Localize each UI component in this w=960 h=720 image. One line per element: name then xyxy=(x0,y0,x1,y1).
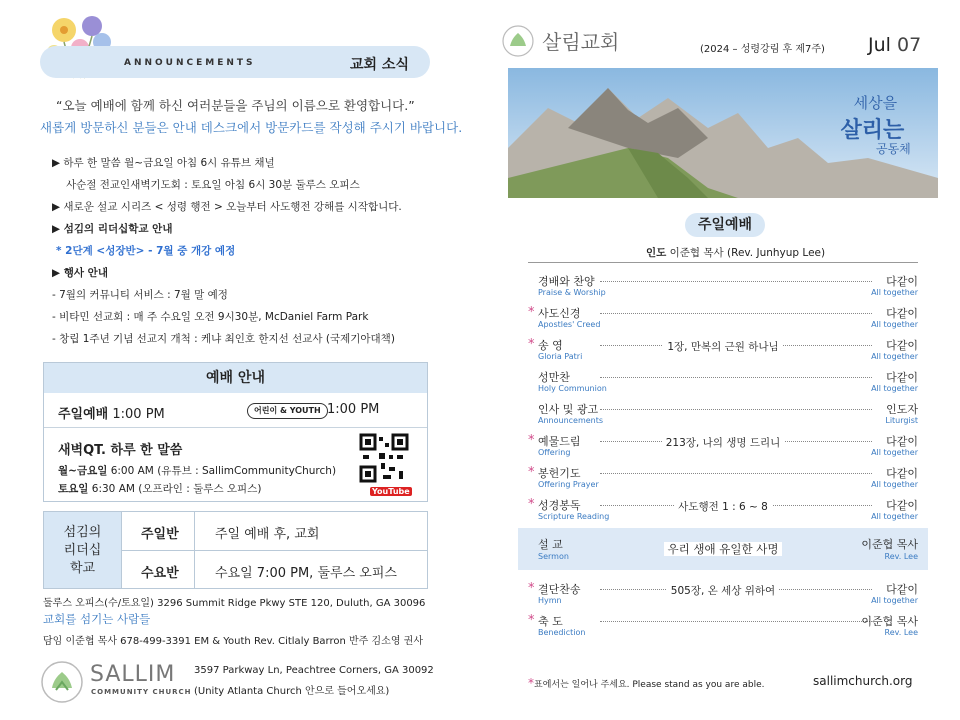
star-icon: * xyxy=(528,433,535,448)
order-item-leader: 다같이 xyxy=(886,371,918,384)
star-icon: * xyxy=(528,465,535,480)
list-item: - 비타민 선교회 : 매 주 수요일 오전 9시30분, McDaniel Farm Park xyxy=(52,311,369,323)
order-item-title-en: Announcements xyxy=(538,416,604,425)
slogan-line: 살리는 xyxy=(840,117,905,143)
leader-label: 인도 xyxy=(646,247,667,259)
order-item xyxy=(528,398,918,430)
order-item-leader-en: All together xyxy=(871,384,918,393)
logo-subtitle: COMMUNITY CHURCH xyxy=(91,688,192,696)
church-logo-icon xyxy=(40,660,84,704)
order-item-title-en: Holy Communion xyxy=(538,384,607,393)
announcements-header-ko: 교회 소식 xyxy=(350,57,409,73)
divider xyxy=(44,427,427,428)
qt-title: 새벽QT. 하루 한 말씀 xyxy=(58,443,183,458)
order-item-leader: 다같이 xyxy=(886,499,918,512)
order-item-leader-en: All together xyxy=(871,448,918,457)
order-item-leader: 다같이 xyxy=(886,339,918,352)
announcements-header-en: ANNOUNCEMENTS xyxy=(124,58,256,68)
order-item-title: 인사 및 광고 xyxy=(538,403,599,416)
order-item-title: 경배와 찬양 xyxy=(538,275,595,288)
order-item-leader-en: All together xyxy=(871,288,918,297)
order-item-leader: 다같이 xyxy=(886,275,918,288)
order-item-title-en: Apostles' Creed xyxy=(538,320,601,329)
order-item-leader-en: All together xyxy=(871,596,918,605)
order-item-title: 예물드림 xyxy=(538,435,581,448)
order-item-detail xyxy=(528,435,918,450)
slogan-line: 세상을 xyxy=(853,94,898,112)
dotted-leader xyxy=(600,409,872,410)
office-address: 둘루스 오피스(수/토요일) 3296 Summit Ridge Pkwy STE 120, Duluth, GA 30096 xyxy=(43,598,426,609)
order-item-leader-en: All together xyxy=(871,512,918,521)
order-item-title-en: Sermon xyxy=(538,552,569,561)
order-item-title-en: Scripture Reading xyxy=(538,512,610,521)
order-item-detail-text: 213장, 나의 생명 드리니 xyxy=(662,437,785,449)
dotted-leader xyxy=(600,281,872,282)
staff-line: 담임 이준협 목사 678-499-3391 EM & Youth Rev. Citlaly Barron 반주 김소영 권사 xyxy=(43,636,423,647)
youtube-icon[interactable] xyxy=(370,487,412,496)
order-item-title: 봉헌기도 xyxy=(538,467,581,480)
announcement-list xyxy=(52,152,472,350)
sunday-class-detail: 주일 예배 후, 교회 xyxy=(215,527,320,542)
qt-saturday-label: 토요일 xyxy=(58,483,89,495)
church-address: 3597 Parkway Ln, Peachtree Corners, GA 30092 xyxy=(194,665,434,676)
order-item-title: 성경봉독 xyxy=(538,499,581,512)
bulletin-day: 07 xyxy=(896,34,922,56)
order-item-title: 결단찬송 xyxy=(538,583,581,596)
order-item-title-en: Gloria Patri xyxy=(538,352,583,361)
order-item-leader: 이준협 목사 xyxy=(861,615,918,628)
servers-title: 교회를 섬기는 사람들 xyxy=(43,612,151,626)
star-icon: * xyxy=(528,497,535,512)
order-item-detail-text: 505장, 온 세상 위하여 xyxy=(667,585,779,597)
order-item-leader: 다같이 xyxy=(886,307,918,320)
liturgical-date: (2024 – 성령강림 후 제7주) xyxy=(700,44,825,55)
order-item-title-en: Offering xyxy=(538,448,571,457)
order-item-leader-en: All together xyxy=(871,480,918,489)
order-item-title: 설 교 xyxy=(538,538,563,551)
leader-name: 이준협 목사 (Rev. Junhyup Lee) xyxy=(666,247,826,259)
dotted-leader xyxy=(600,621,872,622)
footnote-text: 표에서는 일어나 주세요. Please stand as you are able. xyxy=(534,680,765,690)
leadership-school-table xyxy=(43,511,428,589)
order-item xyxy=(528,334,918,366)
order-item-leader-en: All together xyxy=(871,352,918,361)
order-item xyxy=(528,270,918,302)
wednesday-class-detail: 수요일 7:00 PM, 둘루스 오피스 xyxy=(215,566,397,581)
order-item-title-en: Benediction xyxy=(538,628,586,637)
youtube-label: YouTube xyxy=(372,487,410,496)
footnote xyxy=(528,676,764,690)
order-item-title: 성만찬 xyxy=(538,371,570,384)
service-info-box xyxy=(43,362,428,502)
dotted-leader xyxy=(600,313,872,314)
list-item: ▶ 하루 한 말씀 월~금요일 아침 6시 유튜브 채널 xyxy=(52,157,275,169)
qt-weekday-detail: 6:00 AM (유튜브 : SallimCommunityChurch) xyxy=(107,465,337,477)
list-item: - 7월의 커뮤니티 서비스 : 7월 말 예정 xyxy=(52,289,228,301)
order-item-title-en: Offering Prayer xyxy=(538,480,599,489)
divider xyxy=(121,550,428,551)
qt-saturday-line xyxy=(58,481,261,496)
school-title-line: 리더십 xyxy=(63,543,102,558)
main-service-hour: 1:00 PM xyxy=(112,407,165,422)
church-name: 살림교회 xyxy=(542,30,620,54)
qt-weekday-label: 월~금요일 xyxy=(58,465,108,477)
order-item-detail-text: 우리 생애 유일한 사명 xyxy=(664,542,783,556)
bulletin-month: Jul xyxy=(868,34,891,56)
main-service-time xyxy=(58,403,165,422)
order-item-leader-en: Liturgist xyxy=(885,416,918,425)
leadership-school-title xyxy=(44,512,121,588)
youth-service-time: 1:00 PM xyxy=(327,402,380,417)
order-item-leader-en: Rev. Lee xyxy=(884,552,918,561)
worship-title: 주일예배 xyxy=(685,213,765,237)
star-icon: * xyxy=(528,581,535,596)
order-item xyxy=(528,578,918,610)
order-item-leader-en: All together xyxy=(871,320,918,329)
service-info-title: 예배 안내 xyxy=(44,363,427,393)
qr-code-icon[interactable] xyxy=(359,433,409,483)
main-service-label: 주일예배 xyxy=(58,407,109,422)
order-item xyxy=(528,462,918,494)
dotted-leader xyxy=(600,473,872,474)
wednesday-class-label: 수요반 xyxy=(141,566,179,581)
list-item: ▶ 행사 안내 xyxy=(52,267,108,279)
order-item-title: 사도신경 xyxy=(538,307,581,320)
slogan xyxy=(840,92,911,157)
dotted-leader xyxy=(600,377,872,378)
order-item-title: 송 영 xyxy=(538,339,563,352)
school-title-line: 학교 xyxy=(69,561,96,576)
bulletin-page xyxy=(480,0,960,720)
list-item: - 창립 1주년 기념 선교지 개척 : 케냐 최인호 한지선 선교사 (국제기아대책) xyxy=(52,333,395,345)
order-item-title-en: Hymn xyxy=(538,596,562,605)
bulletin-date xyxy=(868,34,921,56)
order-item xyxy=(528,610,918,642)
church-address-note: (Unity Atlanta Church 안으로 들어오세요) xyxy=(194,686,390,697)
order-item-detail xyxy=(528,339,918,354)
school-title-line: 섬김의 xyxy=(63,525,102,540)
sermon-row xyxy=(518,528,928,570)
order-item xyxy=(528,430,918,462)
list-item: * 2단계 <성장반> - 7월 중 개강 예정 xyxy=(56,245,236,257)
worship-leader xyxy=(646,245,825,260)
order-item-detail-text: 사도행전 1 : 6 ~ 8 xyxy=(674,501,772,513)
qt-saturday-detail: 6:30 AM (오프라인 : 둘루스 오피스) xyxy=(88,483,262,495)
order-item-title-en: Praise & Worship xyxy=(538,288,606,297)
slogan-line: 공동체 xyxy=(876,142,911,156)
order-item-leader: 인도자 xyxy=(886,403,918,416)
order-item-leader: 다같이 xyxy=(886,435,918,448)
order-item-detail-text: 1장, 만복의 근원 하나님 xyxy=(663,341,782,353)
order-item xyxy=(528,302,918,334)
sunday-class-label: 주일반 xyxy=(141,527,179,542)
star-icon: * xyxy=(528,305,535,320)
star-icon: * xyxy=(528,337,535,352)
website[interactable]: sallimchurch.org xyxy=(813,674,913,688)
list-item: ▶ 섬김의 리더십학교 안내 xyxy=(52,223,173,235)
order-item-leader: 다같이 xyxy=(886,467,918,480)
star-icon: * xyxy=(528,676,534,690)
youth-badge: 어린이 & YOUTH xyxy=(247,403,328,419)
list-item: ▶ 새로운 설교 시리즈 < 성령 행전 > 오늘부터 사도행전 강해를 시작합니다. xyxy=(52,201,402,213)
star-icon: * xyxy=(528,613,535,628)
divider xyxy=(528,262,918,263)
church-logo-icon xyxy=(501,24,535,58)
order-item-leader: 이준협 목사 xyxy=(861,538,918,551)
order-item-leader: 다같이 xyxy=(886,583,918,596)
visitor-card-message: 새롭게 방문하신 분들은 안내 데스크에서 방문카드를 작성해 주시기 바랍니다. xyxy=(40,120,463,135)
order-item-title: 축 도 xyxy=(538,615,563,628)
qt-weekday-line xyxy=(58,463,336,478)
order-item xyxy=(528,366,918,398)
order-item xyxy=(528,494,918,526)
order-item-leader-en: Rev. Lee xyxy=(884,628,918,637)
logo-name: SALLIM xyxy=(90,662,176,687)
list-item: 사순절 전교인새벽기도회 : 토요일 아침 6시 30분 둘루스 오피스 xyxy=(66,179,360,191)
order-of-worship xyxy=(528,270,918,642)
welcome-message: “오늘 예배에 함께 하신 여러분들을 주님의 이름으로 환영합니다.” xyxy=(56,98,415,113)
order-item-detail xyxy=(528,583,918,598)
